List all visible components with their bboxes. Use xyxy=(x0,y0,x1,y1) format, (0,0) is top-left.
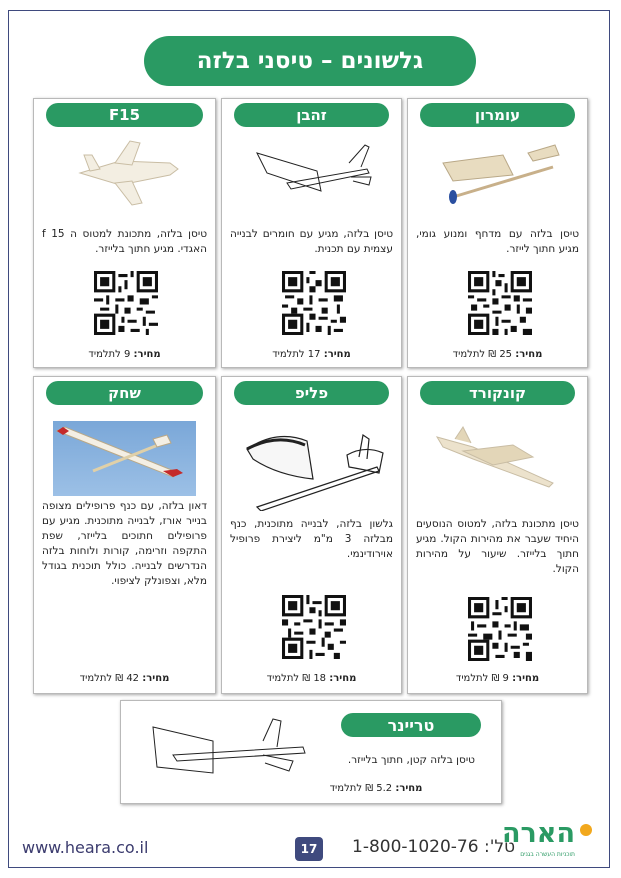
product-description: טיסן בלזה עם מדחף ומנוע גומי, מגיע חתוך לייזר. xyxy=(416,228,579,255)
product-description: טיסן בלזה, מתכונת למטוס ה 15 f האגדי. מגיע חתוך בלייזר. xyxy=(42,228,207,255)
plane-image xyxy=(232,415,391,511)
plane-photo xyxy=(53,421,196,496)
product-price: מחיר: 25 ₪ לתלמיד xyxy=(452,349,543,360)
brand-tagline: תוכניות העשרה בגנים xyxy=(520,851,575,858)
qr-code[interactable] xyxy=(94,271,158,335)
product-price: מחיר: 42 ₪ לתלמיד xyxy=(79,673,170,684)
product-name: פליפ xyxy=(234,381,389,405)
product-price: מחיר: 17 לתלמיד xyxy=(272,349,351,360)
product-description: דאון בלזה, עם כנף פרופילים מצופה בנייר אורז, לבנייה מתוכנית. מגיע עם פרופילים חתוכים בלייזר, שפת התקפה וזרימה, קורות ולוחות בלזה הנדרשים לבנייה. כולל תוכנית בגודל מלא, וצפונלק לציפוי. xyxy=(42,500,207,587)
plane-image xyxy=(418,133,577,213)
plane-image xyxy=(44,133,205,213)
logo-sun-icon xyxy=(576,820,596,840)
product-name: F15 xyxy=(46,103,203,127)
phone-number: טל': 1-800-1020-76 xyxy=(352,837,516,857)
product-card-omron xyxy=(407,98,588,368)
plane-image xyxy=(418,417,577,497)
product-name: טריינר xyxy=(341,713,481,737)
product-description: טיסן מתכונת בלזה, למטוס הנוסעים היחיד שעבר את מהירות הקול. מגיע חתוך בלייזר. שיעור על מהירות הקול. xyxy=(416,518,579,575)
product-card-flip xyxy=(221,376,402,694)
qr-code[interactable] xyxy=(468,271,532,335)
product-card-zehavan xyxy=(221,98,402,368)
product-description: טיסן בלזה קטן, חתוך בלייזר. xyxy=(347,754,475,766)
product-card-f15 xyxy=(33,98,216,368)
product-name: שחק xyxy=(46,381,203,405)
product-price: מחיר: 5.2 ₪ לתלמיד xyxy=(329,783,423,794)
product-name: זהבן xyxy=(234,103,389,127)
product-name: קונקורד xyxy=(420,381,575,405)
product-description: טיסן בלזה, מגיע עם חומרים לבנייה עצמית עם תכנית. xyxy=(230,228,393,255)
qr-code[interactable] xyxy=(468,597,532,661)
product-card-shachak xyxy=(33,376,216,694)
website-link[interactable]: www.heara.co.il xyxy=(22,838,149,857)
qr-code[interactable] xyxy=(282,271,346,335)
product-description: גלשון בלזה, לבנייה מתוכנית, כנף מבלזה 3 מ"מ ליצירת פרופיל אוירודינמי. xyxy=(230,518,393,560)
product-price: מחיר: 9 ₪ לתלמיד xyxy=(455,673,540,684)
brand-logo: הארה xyxy=(501,818,575,849)
product-card-trainer xyxy=(120,700,502,804)
product-price: מחיר: 18 ₪ לתלמיד xyxy=(266,673,357,684)
product-price: מחיר: 9 לתלמיד xyxy=(88,349,161,360)
page-number: 17 xyxy=(295,837,323,861)
product-name: עומרון xyxy=(420,103,575,127)
plane-image xyxy=(232,133,391,213)
product-card-concorde xyxy=(407,376,588,694)
page-title: גלשונים – טיסני בלזה xyxy=(144,36,476,86)
qr-code[interactable] xyxy=(282,595,346,659)
